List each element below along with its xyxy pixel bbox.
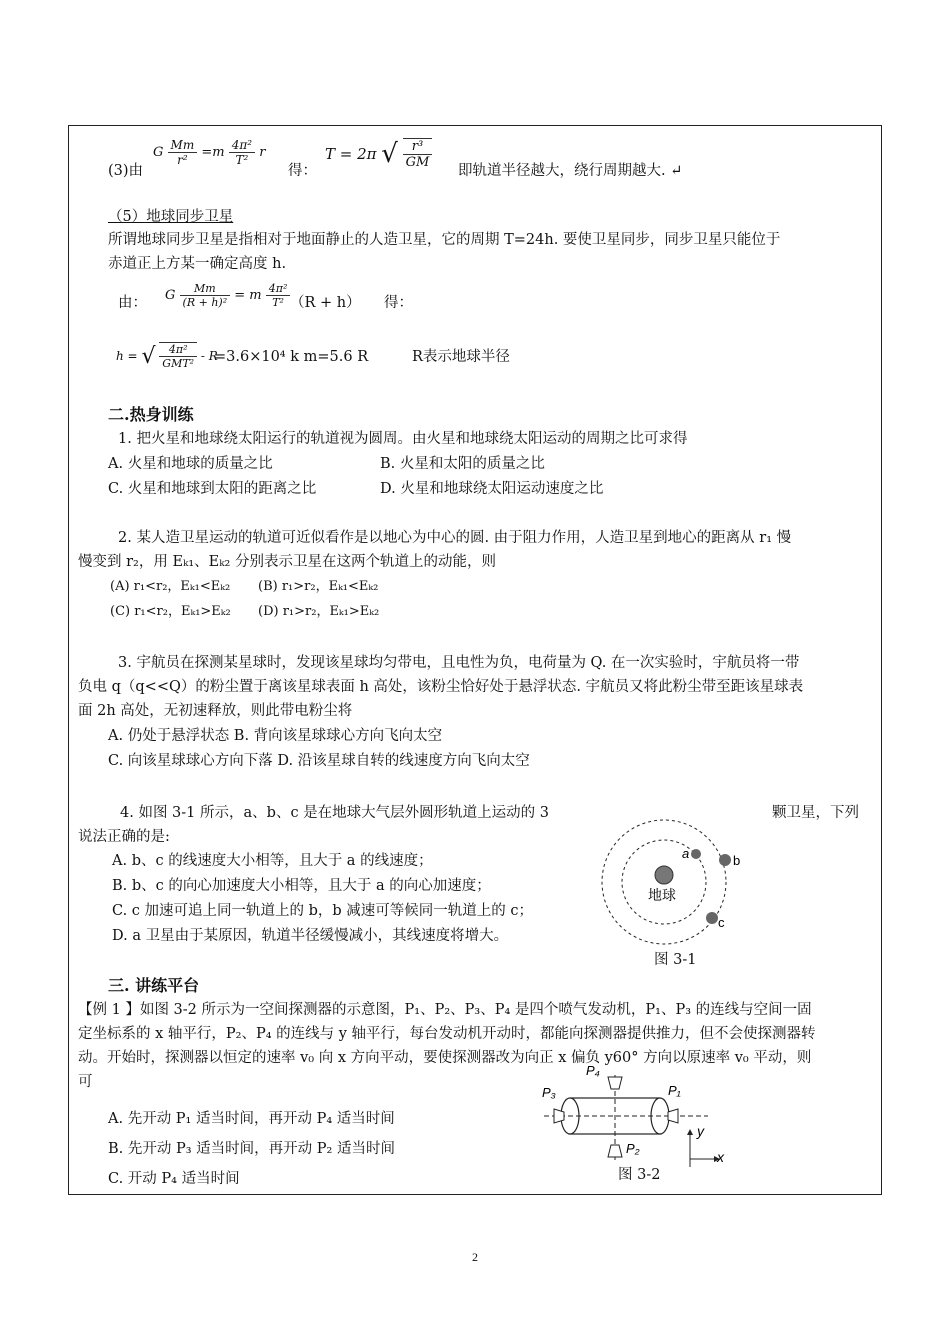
sync-h-root-num: 4π² <box>159 343 197 357</box>
label-p4: P₄ <box>586 1063 600 1078</box>
satellite-c-label: c <box>718 915 725 930</box>
q3-stem-line3: 面 2h 高处，无初速释放，则此带电粉尘将 <box>78 703 353 719</box>
section3-title: 三. 讲练平台 <box>108 976 200 995</box>
figure-3-2 <box>540 1063 730 1173</box>
nozzle-p1 <box>668 1109 678 1123</box>
ex1-line4: 可 <box>78 1074 93 1090</box>
q2-stem-line2: 慢变到 r₂，用 Eₖ₁、Eₖ₂ 分别表示卫星在这两个轨道上的动能，则 <box>78 554 496 570</box>
q1-option-b: B. 火星和太阳的质量之比 <box>380 456 545 472</box>
q4-option-b: B. b、c 的向心加速度大小相等，且大于 a 的向心加速度； <box>112 878 491 894</box>
label-p2: P₂ <box>626 1141 640 1156</box>
earth-label: 地球 <box>648 887 676 903</box>
sync-frac-period-den: T² <box>272 296 284 309</box>
sync-de: 得： <box>384 295 413 311</box>
formula3-G: G <box>153 145 164 160</box>
q2-option-b: (B) r₁>r₂，Eₖ₁<Eₖ₂ <box>258 579 379 594</box>
formula3-sqrt-num: r³ <box>403 139 433 155</box>
label-p3: P₃ <box>542 1085 556 1100</box>
ex1-option-c: C. 开动 P₄ 适当时间 <box>108 1171 240 1187</box>
x-axis-label: x <box>717 1149 724 1165</box>
y-arrowhead-icon <box>687 1129 693 1135</box>
section2-title: 二.热身训练 <box>108 405 194 424</box>
q4-stem-tail: 颗卫星，下列 <box>772 805 859 821</box>
q2-stem-line1: 2. 某人造卫星运动的轨道可近似看作是以地心为中心的圆. 由于阻力作用，人造卫星到地心的距离从 r₁ 慢 <box>118 530 792 546</box>
figure-3-2-caption: 图 3-2 <box>618 1167 661 1183</box>
formula3-frac-period-den: T² <box>235 153 249 167</box>
formula3-mid: =m <box>201 145 225 160</box>
formula3-sqrt-frac <box>403 138 433 170</box>
nozzle-p3 <box>554 1109 564 1123</box>
sync-frac-period <box>266 282 291 309</box>
formula3-result-lhs: T = 2π <box>325 145 377 163</box>
sync-frac-mass-num: Mm <box>180 282 231 296</box>
q3-options-cd: C. 向该星球球心方向下落 D. 沿该星球自转的线速度方向飞向太空 <box>108 753 530 769</box>
sync-h-value: =3.6×10⁴ k m=5.6 R <box>214 349 369 365</box>
satellite-a <box>691 849 701 859</box>
q2-option-a: (A) r₁<r₂，Eₖ₁<Eₖ₂ <box>110 579 231 594</box>
satellite-b <box>719 854 731 866</box>
q2-option-c: (C) r₁<r₂，Eₖ₁>Eₖ₂ <box>110 604 231 619</box>
formula3-gravity-eq <box>153 138 265 188</box>
sqrt-sign: √ <box>381 139 398 169</box>
sync-eq-tail: （R + h） <box>290 295 361 311</box>
sync-h-root-frac <box>159 342 197 370</box>
sync-frac-period-num: 4π² <box>266 282 291 296</box>
q4-option-d: D. a 卫星由于某原因，轨道半径缓慢减小，其线速度将增大。 <box>112 928 509 944</box>
formula3-r: r <box>259 145 266 160</box>
page-number: 2 <box>472 1250 478 1264</box>
sync-heading: （5）地球同步卫星 <box>108 209 234 225</box>
sync-line2: 赤道正上方某一确定高度 h. <box>108 256 287 272</box>
sync-h-minus: - R <box>200 349 218 363</box>
sync-h-root-den: GMT² <box>162 357 195 370</box>
formula3-result <box>325 138 432 188</box>
formula3-frac-period-num: 4π² <box>229 138 255 153</box>
formula3-frac-mass-num: Mm <box>168 138 198 153</box>
cube-root-sign: √ <box>141 343 156 369</box>
ex1-line1: 【例 1 】如图 3-2 所示为一空间探测器的示意图，P₁、P₂、P₃、P₄ 是四个喷气发动机，P₁、P₃ 的连线与空间一固 <box>78 1002 812 1018</box>
q1-option-c: C. 火星和地球到太阳的距离之比 <box>108 481 317 497</box>
formula3-sqrt-den: GM <box>405 155 430 170</box>
sync-eq-G: G <box>165 288 176 303</box>
formula3-prefix: (3)由 <box>108 163 144 179</box>
sync-frac-mass-den: (R + h)² <box>182 296 228 309</box>
q4-option-c: C. c 加速可追上同一轨道上的 b，b 减速可等候同一轨道上的 c； <box>112 903 534 919</box>
sync-h-lhs: h = <box>116 349 138 363</box>
ex1-option-b: B. 先开动 P₃ 适当时间，再开动 P₂ 适当时间 <box>108 1141 395 1157</box>
q1-option-d: D. 火星和地球绕太阳运动速度之比 <box>380 481 604 497</box>
sync-gravity-eq <box>165 282 290 324</box>
formula3-frac-mass <box>168 138 198 167</box>
formula3-frac-period <box>229 138 255 167</box>
q4-option-a: A. b、c 的线速度大小相等，且大于 a 的线速度； <box>112 853 433 869</box>
q3-stem-line1: 3. 宇航员在探测某星球时，发现该星球均匀带电，且电性为负，电荷量为 Q. 在一次实验时，宇航员将一带 <box>118 655 800 671</box>
formula3-frac-mass-den: r² <box>177 153 188 167</box>
label-p1: P₁ <box>668 1083 681 1098</box>
y-axis-label: y <box>697 1123 704 1139</box>
sync-frac-mass <box>180 282 231 309</box>
sync-line1: 所谓地球同步卫星是指相对于地面静止的人造卫星，它的周期 T=24h. 要使卫星同步，同步卫星只能位于 <box>108 232 781 248</box>
q1-stem: 1. 把火星和地球绕太阳运行的轨道视为圆周。由火星和地球绕太阳运动的周期之比可求得 <box>118 431 688 447</box>
sync-you: 由： <box>118 295 147 311</box>
ex1-option-a: A. 先开动 P₁ 适当时间，再开动 P₄ 适当时间 <box>108 1111 395 1127</box>
satellite-a-label: a <box>682 846 690 861</box>
nozzle-p2 <box>608 1145 622 1157</box>
satellite-b-label: b <box>733 853 741 868</box>
figure-3-1-caption: 图 3-1 <box>654 952 697 968</box>
earth-icon <box>655 866 673 884</box>
sync-h-formula <box>116 342 218 382</box>
q2-option-d: (D) r₁>r₂，Eₖ₁>Eₖ₂ <box>258 604 380 619</box>
q4-stem-line2: 说法正确的是: <box>78 829 170 845</box>
nozzle-p4 <box>608 1077 622 1089</box>
formula3-conclusion: 即轨道半径越大，绕行周期越大. ↵ <box>458 163 683 179</box>
q3-options-ab: A. 仍处于悬浮状态 B. 背向该星球球心方向飞向太空 <box>108 728 443 744</box>
q4-stem-line1: 4. 如图 3-1 所示，a、b、c 是在地球大气层外圆形轨道上运动的 3 <box>120 805 550 821</box>
sync-h-note: R表示地球半径 <box>412 349 510 365</box>
ex1-line2: 定坐标系的 x 轴平行，P₂、P₄ 的连线与 y 轴平行，每台发动机开动时，都能向探测器提供推力，但不会使探测器转 <box>78 1026 816 1042</box>
satellite-c <box>706 912 718 924</box>
sync-eq-mid: = m <box>234 288 262 303</box>
q1-option-a: A. 火星和地球的质量之比 <box>108 456 273 472</box>
ex1-line3: 动。开始时，探测器以恒定的速率 v₀ 向 x 方向平动，要使探测器改为向正 x 偏负 y60° 方向以原速率 v₀ 平动，则 <box>78 1050 812 1066</box>
figure-3-1 <box>596 812 756 972</box>
q3-stem-line2: 负电 q（q<<Q）的粉尘置于离该星球表面 h 高处，该粉尘恰好处于悬浮状态. 宇航员又将此粉尘带至距该星球表 <box>78 679 804 695</box>
formula3-de: 得： <box>288 163 317 179</box>
